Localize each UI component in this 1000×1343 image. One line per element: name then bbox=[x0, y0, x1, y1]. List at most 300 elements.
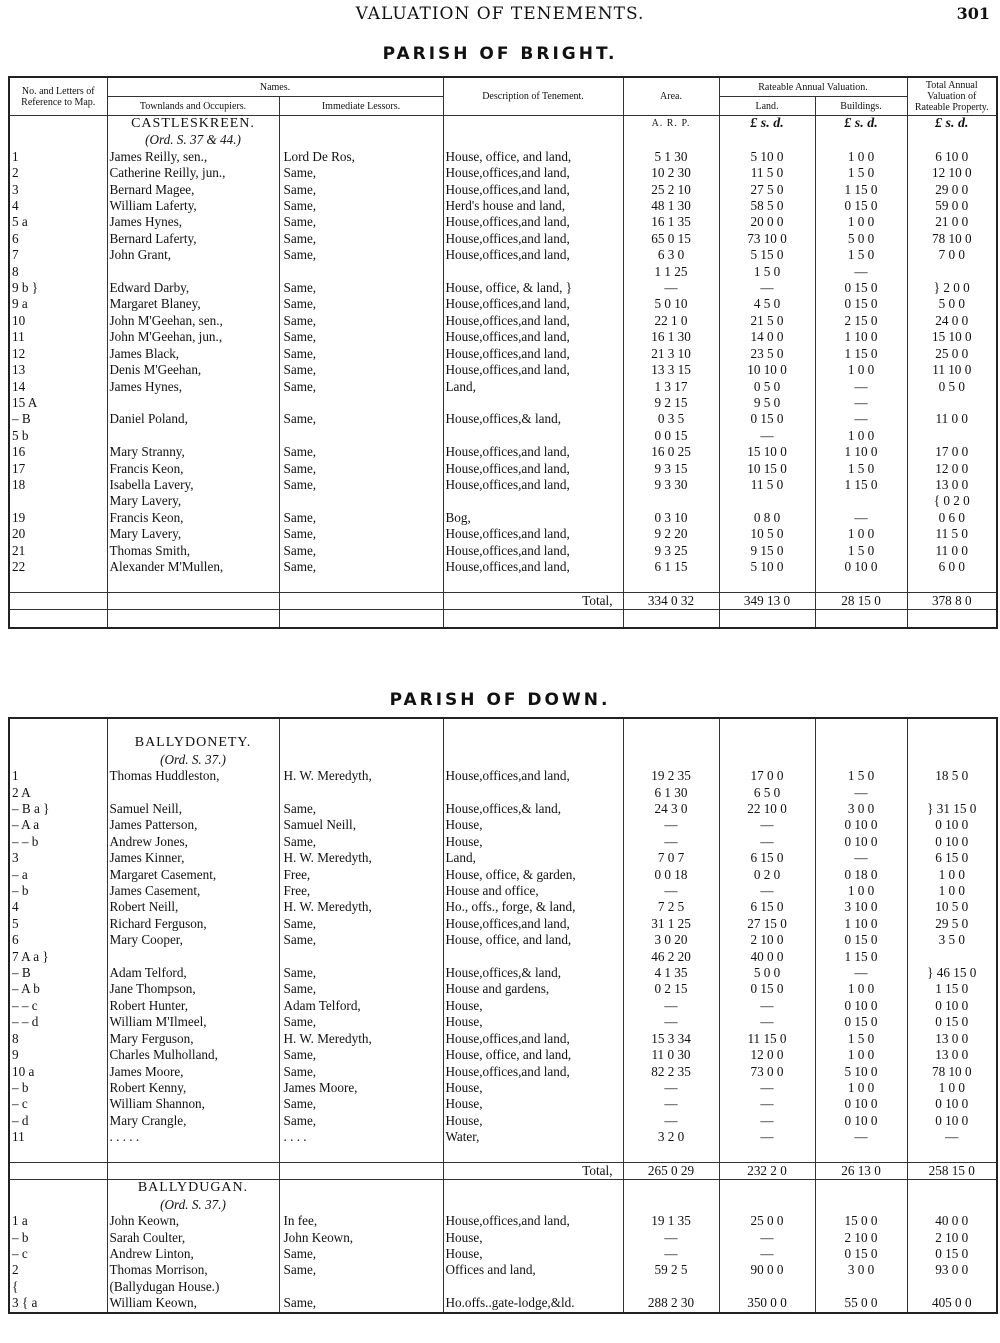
land-value-cell: 5 0 0 bbox=[719, 965, 815, 981]
occupier-cell: Thomas Smith, bbox=[107, 543, 279, 559]
total-value-cell: 3 5 0 bbox=[907, 932, 997, 948]
lessor-cell: Same, bbox=[279, 313, 443, 329]
ref-cell: 3 bbox=[9, 850, 107, 866]
ref-cell: 22 bbox=[9, 559, 107, 575]
empty-cell bbox=[279, 610, 443, 628]
total-value-cell bbox=[907, 428, 997, 444]
table-row bbox=[9, 1129, 997, 1145]
empty-cell bbox=[907, 735, 997, 751]
total-value-cell: 12 0 0 bbox=[907, 461, 997, 477]
description-cell: House,offices,and land, bbox=[443, 1064, 623, 1080]
total-value-cell: 7 0 0 bbox=[907, 247, 997, 263]
empty-cell bbox=[9, 575, 107, 592]
occupier-cell: Thomas Huddleston, bbox=[107, 768, 279, 784]
total-value-cell: 0 10 0 bbox=[907, 998, 997, 1014]
empty-cell bbox=[815, 735, 907, 751]
description-cell: House,offices,and land, bbox=[443, 247, 623, 263]
lessor-cell: Same, bbox=[279, 801, 443, 817]
lessor-cell: Same, bbox=[279, 526, 443, 542]
area-cell: — bbox=[623, 1246, 719, 1262]
occupier-cell: Thomas Morrison, bbox=[107, 1262, 279, 1278]
area-cell: — bbox=[623, 1014, 719, 1030]
lessor-cell: Same, bbox=[279, 559, 443, 575]
total-value-cell: 1 15 0 bbox=[907, 981, 997, 997]
area-cell: 5 1 30 bbox=[623, 149, 719, 165]
page-title: VALUATION OF TENEMENTS. bbox=[355, 4, 645, 24]
lessor-cell: Same, bbox=[279, 1295, 443, 1312]
land-value-cell: 21 5 0 bbox=[719, 313, 815, 329]
ref-cell: 2 bbox=[9, 165, 107, 181]
total-value-cell: 78 10 0 bbox=[907, 1064, 997, 1080]
buildings-value-cell: — bbox=[815, 785, 907, 801]
table-row bbox=[9, 214, 997, 230]
townland-name: CASTLESKREEN. bbox=[107, 116, 279, 133]
empty-cell bbox=[443, 1180, 623, 1197]
occupier-cell: Mary Lavery, bbox=[107, 493, 279, 509]
occupier-cell: Mary Crangle, bbox=[107, 1113, 279, 1129]
land-value-cell: 11 5 0 bbox=[719, 165, 815, 181]
table-row bbox=[9, 313, 997, 329]
lessor-cell: Same, bbox=[279, 411, 443, 427]
lessor-cell: Same, bbox=[279, 231, 443, 247]
empty-cell bbox=[443, 116, 623, 133]
description-cell: House,offices,and land, bbox=[443, 477, 623, 493]
occupier-cell: Francis Keon, bbox=[107, 510, 279, 526]
buildings-value-cell: 1 0 0 bbox=[815, 362, 907, 378]
total-area: 265 0 29 bbox=[623, 1162, 719, 1179]
ref-cell: – A a bbox=[9, 817, 107, 833]
land-value-cell: 0 2 0 bbox=[719, 867, 815, 883]
land-value-cell: 73 10 0 bbox=[719, 231, 815, 247]
area-cell: 0 0 18 bbox=[623, 867, 719, 883]
description-cell: House, bbox=[443, 1096, 623, 1112]
description-cell: House, bbox=[443, 1014, 623, 1030]
ref-cell: 1 a bbox=[9, 1213, 107, 1229]
buildings-value-cell: 2 15 0 bbox=[815, 313, 907, 329]
land-value-cell: — bbox=[719, 817, 815, 833]
occupier-cell: Mary Stranny, bbox=[107, 444, 279, 460]
buildings-value-cell: 1 0 0 bbox=[815, 1080, 907, 1096]
empty-cell bbox=[9, 718, 107, 735]
empty-cell bbox=[719, 610, 815, 628]
col-rateable: Rateable Annual Valuation. bbox=[719, 77, 907, 97]
table-row bbox=[9, 346, 997, 362]
lessor-cell bbox=[279, 395, 443, 411]
area-cell: 1 3 17 bbox=[623, 379, 719, 395]
buildings-value-cell: 0 10 0 bbox=[815, 834, 907, 850]
empty-cell bbox=[9, 1146, 107, 1163]
empty-cell bbox=[443, 735, 623, 751]
buildings-value-cell: 1 15 0 bbox=[815, 949, 907, 965]
empty-cell bbox=[907, 132, 997, 148]
table-row bbox=[9, 916, 997, 932]
occupier-cell: Mary Ferguson, bbox=[107, 1031, 279, 1047]
buildings-value-cell: 1 0 0 bbox=[815, 883, 907, 899]
table-row bbox=[9, 264, 997, 280]
buildings-value-cell: 0 10 0 bbox=[815, 1113, 907, 1129]
ref-cell: – – b bbox=[9, 834, 107, 850]
empty-cell bbox=[907, 1146, 997, 1163]
page-number: 301 bbox=[956, 4, 990, 23]
empty-cell bbox=[9, 132, 107, 148]
area-cell: 288 2 30 bbox=[623, 1295, 719, 1312]
empty-cell bbox=[719, 1197, 815, 1213]
description-cell: Land, bbox=[443, 850, 623, 866]
col-townlands: Townlands and Occupiers. bbox=[107, 97, 279, 116]
ref-cell: – B bbox=[9, 965, 107, 981]
total-value-cell: 29 5 0 bbox=[907, 916, 997, 932]
area-cell: 10 2 30 bbox=[623, 165, 719, 181]
buildings-value-cell: 1 0 0 bbox=[815, 214, 907, 230]
table-row bbox=[9, 834, 997, 850]
description-cell: House,offices,and land, bbox=[443, 165, 623, 181]
table-row bbox=[9, 1096, 997, 1112]
table-row bbox=[9, 785, 997, 801]
land-value-cell: 5 15 0 bbox=[719, 247, 815, 263]
land-value-cell: 10 10 0 bbox=[719, 362, 815, 378]
land-value-cell: 0 5 0 bbox=[719, 379, 815, 395]
description-cell: House,offices,and land, bbox=[443, 214, 623, 230]
ref-cell: 1 bbox=[9, 768, 107, 784]
occupier-cell: Jane Thompson, bbox=[107, 981, 279, 997]
ord-survey-row bbox=[9, 1197, 997, 1213]
area-cell: 59 2 5 bbox=[623, 1262, 719, 1278]
total-value-cell: 40 0 0 bbox=[907, 1213, 997, 1229]
area-cell: 24 3 0 bbox=[623, 801, 719, 817]
table-body bbox=[9, 116, 997, 628]
empty-cell bbox=[623, 610, 719, 628]
empty-cell bbox=[815, 752, 907, 768]
table-row bbox=[9, 949, 997, 965]
occupier-cell: James Moore, bbox=[107, 1064, 279, 1080]
lessor-cell bbox=[279, 785, 443, 801]
occupier-cell bbox=[107, 949, 279, 965]
total-value-cell: 78 10 0 bbox=[907, 231, 997, 247]
ref-cell: 7 bbox=[9, 247, 107, 263]
buildings-value-cell: 0 10 0 bbox=[815, 817, 907, 833]
description-cell: Land, bbox=[443, 379, 623, 395]
total-value-cell: 17 0 0 bbox=[907, 444, 997, 460]
total-value-cell: } 2 0 0 bbox=[907, 280, 997, 296]
lessor-cell: H. W. Meredyth, bbox=[279, 768, 443, 784]
ref-cell: 3 { a bbox=[9, 1295, 107, 1312]
description-cell bbox=[443, 785, 623, 801]
empty-cell bbox=[719, 752, 815, 768]
lessor-cell: Same, bbox=[279, 1246, 443, 1262]
description-cell: House,offices,and land, bbox=[443, 182, 623, 198]
townland-row bbox=[9, 1180, 997, 1197]
total-value-cell: 11 5 0 bbox=[907, 526, 997, 542]
land-value-cell: 10 15 0 bbox=[719, 461, 815, 477]
description-cell: House,offices,and land, bbox=[443, 313, 623, 329]
description-cell: House,offices,and land, bbox=[443, 329, 623, 345]
lessor-cell: Same, bbox=[279, 1047, 443, 1063]
lessor-cell: . . . . bbox=[279, 1129, 443, 1145]
area-cell: 0 3 5 bbox=[623, 411, 719, 427]
table-row bbox=[9, 1213, 997, 1229]
lessor-cell: James Moore, bbox=[279, 1080, 443, 1096]
occupier-cell: Denis M'Geehan, bbox=[107, 362, 279, 378]
area-cell bbox=[623, 1279, 719, 1295]
buildings-value-cell: — bbox=[815, 850, 907, 866]
occupier-cell bbox=[107, 395, 279, 411]
occupier-cell: John Grant, bbox=[107, 247, 279, 263]
buildings-value-cell: 1 5 0 bbox=[815, 165, 907, 181]
table-row bbox=[9, 1047, 997, 1063]
empty-cell bbox=[9, 592, 107, 609]
occupier-cell: Margaret Casement, bbox=[107, 867, 279, 883]
empty-cell bbox=[623, 1180, 719, 1197]
total-value-cell: 1 0 0 bbox=[907, 1080, 997, 1096]
lessor-cell: Same, bbox=[279, 981, 443, 997]
description-cell bbox=[443, 949, 623, 965]
ref-cell: 10 bbox=[9, 313, 107, 329]
occupier-cell bbox=[107, 428, 279, 444]
total-value-cell: 21 0 0 bbox=[907, 214, 997, 230]
description-cell bbox=[443, 493, 623, 509]
ref-cell: 5 b bbox=[9, 428, 107, 444]
buildings-value-cell: 15 0 0 bbox=[815, 1213, 907, 1229]
table-row bbox=[9, 395, 997, 411]
table-row bbox=[9, 817, 997, 833]
land-value-cell: 0 15 0 bbox=[719, 411, 815, 427]
land-value-cell: 73 0 0 bbox=[719, 1064, 815, 1080]
occupier-cell bbox=[107, 785, 279, 801]
area-cell: 48 1 30 bbox=[623, 198, 719, 214]
empty-cell bbox=[623, 132, 719, 148]
page-header bbox=[0, 4, 1000, 26]
land-value-cell: 9 15 0 bbox=[719, 543, 815, 559]
total-value-cell: 0 10 0 bbox=[907, 834, 997, 850]
ref-cell: 4 bbox=[9, 198, 107, 214]
townland-row bbox=[9, 735, 997, 751]
empty-cell bbox=[9, 610, 107, 628]
land-value-cell: 23 5 0 bbox=[719, 346, 815, 362]
description-cell: House,offices,and land, bbox=[443, 444, 623, 460]
total-value-cell: } 31 15 0 bbox=[907, 801, 997, 817]
buildings-value-cell: 1 0 0 bbox=[815, 149, 907, 165]
buildings-value-cell: 0 10 0 bbox=[815, 1096, 907, 1112]
area-cell: — bbox=[623, 1096, 719, 1112]
table-row bbox=[9, 296, 997, 312]
land-value-cell: 27 15 0 bbox=[719, 916, 815, 932]
area-cell: 6 1 15 bbox=[623, 559, 719, 575]
table-row bbox=[9, 379, 997, 395]
lessor-cell: Same, bbox=[279, 329, 443, 345]
table-row bbox=[9, 231, 997, 247]
description-cell: Ho.offs..gate-lodge,&ld. bbox=[443, 1295, 623, 1312]
land-value-cell: — bbox=[719, 1096, 815, 1112]
land-value-cell: 22 10 0 bbox=[719, 801, 815, 817]
lessor-cell: Same, bbox=[279, 965, 443, 981]
description-cell: House,offices,and land, bbox=[443, 526, 623, 542]
description-cell: House, office, & land, } bbox=[443, 280, 623, 296]
empty-cell bbox=[815, 610, 907, 628]
ref-cell: 21 bbox=[9, 543, 107, 559]
area-cell: 9 2 15 bbox=[623, 395, 719, 411]
total-value-cell: } 46 15 0 bbox=[907, 965, 997, 981]
lessor-cell: Same, bbox=[279, 1113, 443, 1129]
table-row bbox=[9, 1230, 997, 1246]
area-cell: 19 1 35 bbox=[623, 1213, 719, 1229]
table-row bbox=[9, 543, 997, 559]
area-cell: 25 2 10 bbox=[623, 182, 719, 198]
buildings-value-cell: 1 0 0 bbox=[815, 526, 907, 542]
land-value-cell: — bbox=[719, 1113, 815, 1129]
occupier-cell: Andrew Linton, bbox=[107, 1246, 279, 1262]
total-value-cell: 0 10 0 bbox=[907, 1113, 997, 1129]
empty-cell bbox=[107, 1162, 279, 1179]
lessor-cell: Free, bbox=[279, 883, 443, 899]
empty-cell bbox=[279, 718, 443, 735]
empty-cell bbox=[719, 575, 815, 592]
lessor-cell: John Keown, bbox=[279, 1230, 443, 1246]
empty-cell bbox=[279, 1146, 443, 1163]
area-cell: 11 0 30 bbox=[623, 1047, 719, 1063]
total-value-cell: 0 5 0 bbox=[907, 379, 997, 395]
buildings-value-cell: 3 0 0 bbox=[815, 801, 907, 817]
empty-cell bbox=[719, 132, 815, 148]
empty-cell bbox=[719, 1180, 815, 1197]
table-row bbox=[9, 1014, 997, 1030]
total-value-cell bbox=[907, 1279, 997, 1295]
total-value-cell: 0 10 0 bbox=[907, 817, 997, 833]
occupier-cell: Samuel Neill, bbox=[107, 801, 279, 817]
parish-title-down: PARISH OF DOWN. bbox=[389, 690, 611, 710]
occupier-cell: Daniel Poland, bbox=[107, 411, 279, 427]
land-value-cell: 17 0 0 bbox=[719, 768, 815, 784]
buildings-value-cell: 1 15 0 bbox=[815, 346, 907, 362]
lessor-cell: Same, bbox=[279, 280, 443, 296]
total-value-cell: 405 0 0 bbox=[907, 1295, 997, 1312]
land-value-cell: 0 8 0 bbox=[719, 510, 815, 526]
buildings-value-cell: 1 15 0 bbox=[815, 477, 907, 493]
description-cell: House, bbox=[443, 1080, 623, 1096]
col-land: Land. bbox=[719, 97, 815, 116]
occupier-cell: Sarah Coulter, bbox=[107, 1230, 279, 1246]
table-row bbox=[9, 932, 997, 948]
empty-cell bbox=[815, 718, 907, 735]
empty-cell bbox=[719, 718, 815, 735]
area-cell: 65 0 15 bbox=[623, 231, 719, 247]
empty-cell bbox=[443, 752, 623, 768]
empty-cell bbox=[443, 132, 623, 148]
buildings-value-cell: 0 15 0 bbox=[815, 296, 907, 312]
buildings-value-cell: 1 5 0 bbox=[815, 768, 907, 784]
occupier-cell: Andrew Jones, bbox=[107, 834, 279, 850]
col-description: Description of Tenement. bbox=[443, 77, 623, 116]
description-cell: House,offices,and land, bbox=[443, 346, 623, 362]
table-row bbox=[9, 1031, 997, 1047]
lessor-cell: Same, bbox=[279, 165, 443, 181]
ord-survey-row bbox=[9, 132, 997, 148]
ref-cell: 6 bbox=[9, 932, 107, 948]
empty-cell bbox=[907, 575, 997, 592]
buildings-value-cell: 55 0 0 bbox=[815, 1295, 907, 1312]
spacer-row bbox=[9, 1146, 997, 1163]
lessor-cell bbox=[279, 949, 443, 965]
lessor-cell: Same, bbox=[279, 379, 443, 395]
ref-cell: – B a } bbox=[9, 801, 107, 817]
occupier-cell: Adam Telford, bbox=[107, 965, 279, 981]
area-cell: 5 0 10 bbox=[623, 296, 719, 312]
empty-cell bbox=[907, 610, 997, 628]
occupier-cell: Richard Ferguson, bbox=[107, 916, 279, 932]
table-row bbox=[9, 461, 997, 477]
ref-cell: 6 bbox=[9, 231, 107, 247]
total-value-cell: 1 0 0 bbox=[907, 883, 997, 899]
buildings-unit-label: £ s. d. bbox=[815, 116, 907, 133]
table-row bbox=[9, 801, 997, 817]
occupier-cell: James Black, bbox=[107, 346, 279, 362]
ref-cell: 5 a bbox=[9, 214, 107, 230]
land-value-cell: 1 5 0 bbox=[719, 264, 815, 280]
area-cell: 9 2 20 bbox=[623, 526, 719, 542]
area-cell: 9 3 25 bbox=[623, 543, 719, 559]
ref-cell: – c bbox=[9, 1246, 107, 1262]
buildings-value-cell: 1 10 0 bbox=[815, 444, 907, 460]
lessor-cell: H. W. Meredyth, bbox=[279, 1031, 443, 1047]
empty-cell bbox=[815, 575, 907, 592]
land-value-cell bbox=[719, 1279, 815, 1295]
occupier-cell: Robert Neill, bbox=[107, 899, 279, 915]
land-unit-label: £ s. d. bbox=[719, 116, 815, 133]
empty-cell bbox=[815, 1197, 907, 1213]
area-cell: — bbox=[623, 834, 719, 850]
lessor-cell: Same, bbox=[279, 510, 443, 526]
occupier-cell: Bernard Laferty, bbox=[107, 231, 279, 247]
empty-cell bbox=[623, 1197, 719, 1213]
table-row bbox=[9, 362, 997, 378]
land-value-cell: 11 5 0 bbox=[719, 477, 815, 493]
townland-name: BALLYDONETY. bbox=[107, 735, 279, 751]
table-row bbox=[9, 1246, 997, 1262]
land-value-cell: — bbox=[719, 280, 815, 296]
lessor-cell: Same, bbox=[279, 182, 443, 198]
empty-cell bbox=[279, 735, 443, 751]
col-ref: No. and Letters of Reference to Map. bbox=[9, 77, 107, 116]
land-value-cell: 25 0 0 bbox=[719, 1213, 815, 1229]
lessor-cell: Samuel Neill, bbox=[279, 817, 443, 833]
occupier-cell: James Reilly, sen., bbox=[107, 149, 279, 165]
total-value-cell: 29 0 0 bbox=[907, 182, 997, 198]
ref-cell bbox=[9, 493, 107, 509]
buildings-value-cell: 0 15 0 bbox=[815, 1246, 907, 1262]
buildings-value-cell: 0 15 0 bbox=[815, 1014, 907, 1030]
area-cell: 82 2 35 bbox=[623, 1064, 719, 1080]
buildings-value-cell: 1 10 0 bbox=[815, 329, 907, 345]
total-value-cell: 5 0 0 bbox=[907, 296, 997, 312]
description-cell: House,offices,and land, bbox=[443, 768, 623, 784]
total-value-cell: 11 0 0 bbox=[907, 411, 997, 427]
empty-cell bbox=[907, 752, 997, 768]
empty-cell bbox=[907, 1197, 997, 1213]
buildings-value-cell: — bbox=[815, 1129, 907, 1145]
empty-cell bbox=[9, 752, 107, 768]
area-cell: 6 1 30 bbox=[623, 785, 719, 801]
buildings-value-cell: — bbox=[815, 411, 907, 427]
lessor-cell: Same, bbox=[279, 214, 443, 230]
ref-cell: – a bbox=[9, 867, 107, 883]
townland-name: BALLYDUGAN. bbox=[107, 1180, 279, 1197]
ref-cell: – b bbox=[9, 1230, 107, 1246]
lessor-cell: Same, bbox=[279, 296, 443, 312]
table-row bbox=[9, 477, 997, 493]
empty-cell bbox=[107, 575, 279, 592]
total-value-cell: 13 0 0 bbox=[907, 1047, 997, 1063]
description-cell: House and office, bbox=[443, 883, 623, 899]
empty-cell bbox=[443, 718, 623, 735]
